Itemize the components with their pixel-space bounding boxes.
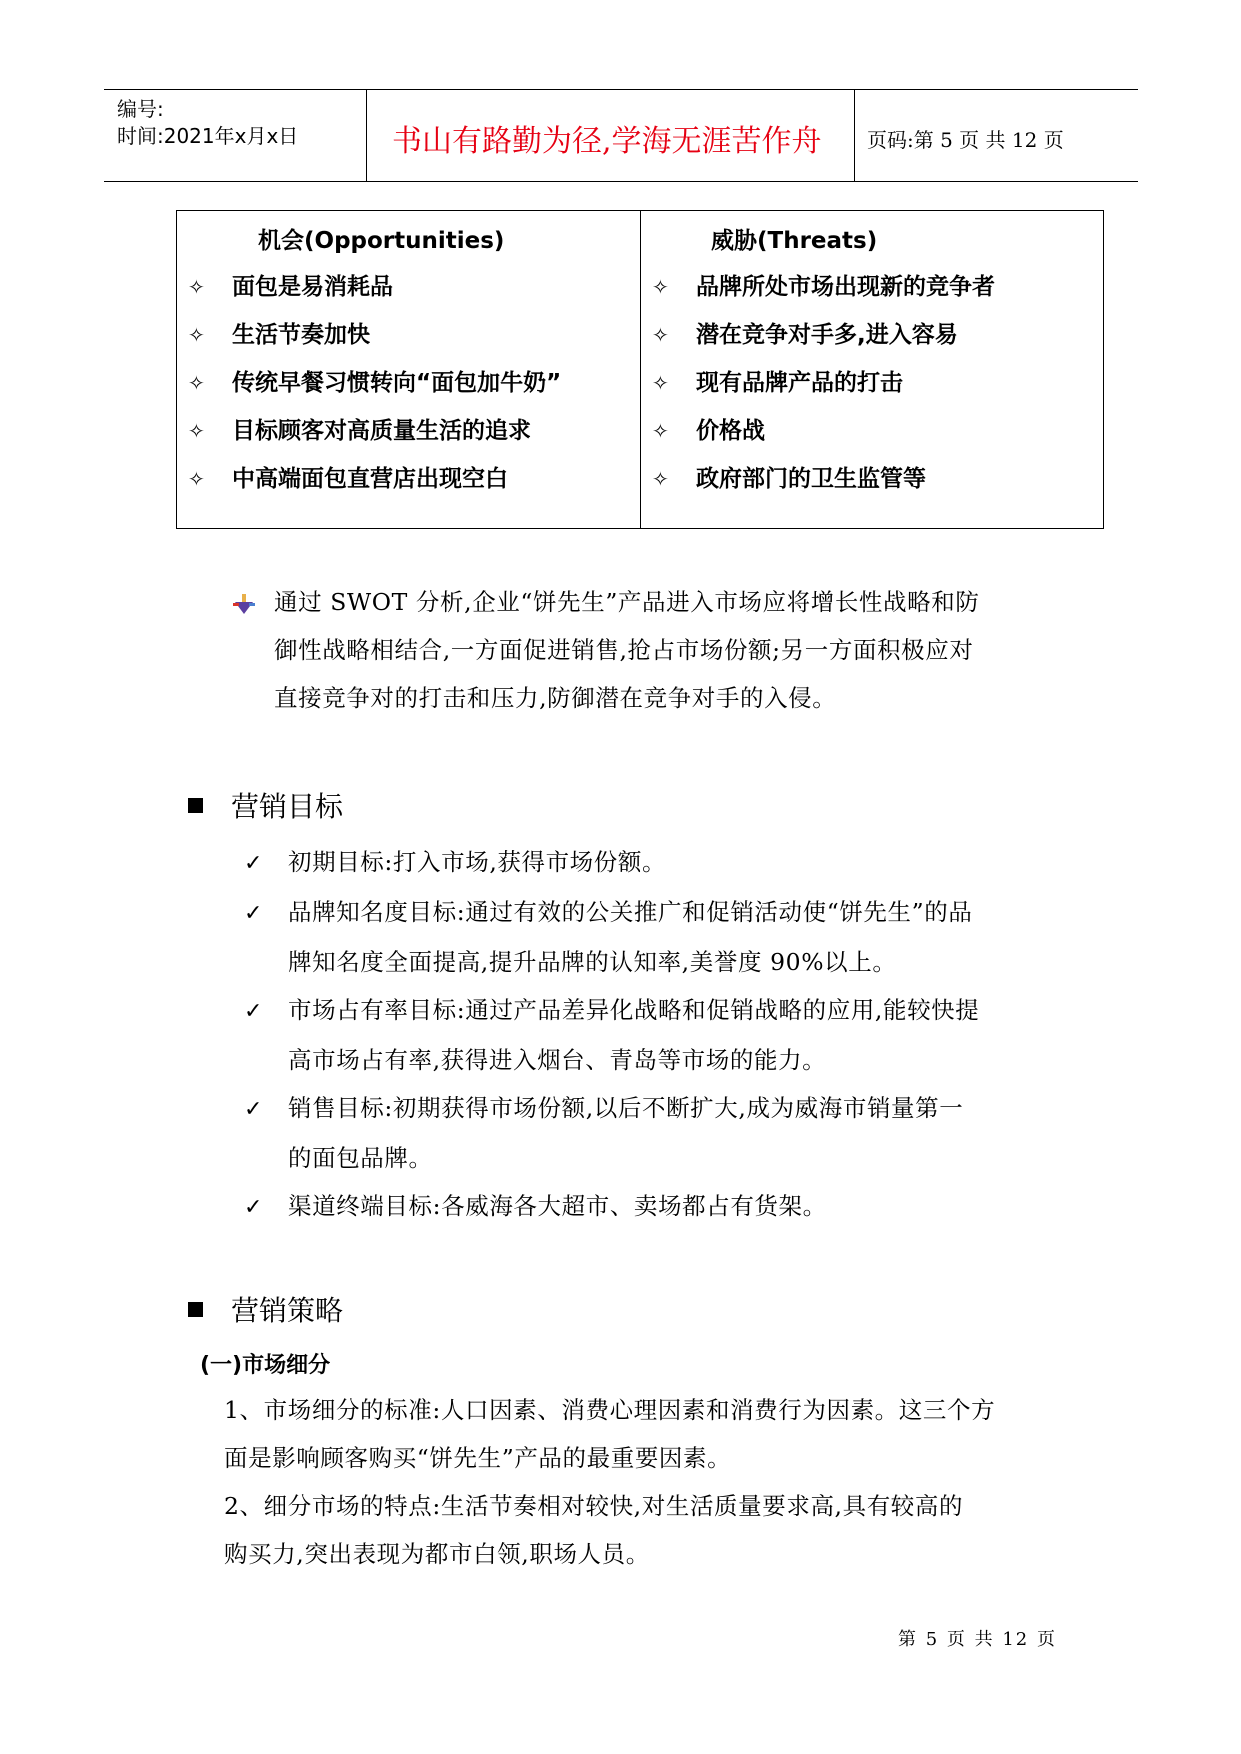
header-page-code: 页码:第 5 页 共 12 页 xyxy=(867,128,1064,152)
checkmark-icon: ✓ xyxy=(244,999,264,1024)
threats-list xyxy=(652,268,995,508)
diamond-outline-icon: ✧ xyxy=(652,419,669,443)
threats-heading: 威胁(Threats) xyxy=(711,228,878,254)
diamond-outline-icon: ✧ xyxy=(188,275,205,299)
diamond-outline-icon: ✧ xyxy=(188,371,205,395)
header-bottom-rule xyxy=(104,181,1138,182)
list-item: ✧ 生活节奏加快 xyxy=(188,322,370,348)
list-item: ✓ 销售目标:初期获得市场份额,以后不断扩大,成为威海市销量第一 的面包品牌。 xyxy=(244,1084,979,1182)
subsection-heading: (一)市场细分 xyxy=(200,1353,331,1378)
header-motto: 书山有路勤为径,学海无涯苦作舟 xyxy=(392,124,822,159)
checkmark-icon: ✓ xyxy=(244,1195,264,1220)
diamond-outline-icon: ✧ xyxy=(652,371,669,395)
checkmark-icon: ✓ xyxy=(244,901,264,926)
goals-list xyxy=(244,838,979,1232)
diamond-outline-icon: ✧ xyxy=(188,419,205,443)
list-item: ✧ 政府部门的卫生监管等 xyxy=(652,466,926,492)
list-item: ✧ 中高端面包直营店出现空白 xyxy=(188,466,508,492)
checkmark-icon: ✓ xyxy=(244,851,264,876)
list-item: ✓ 渠道终端目标:各威海各大超市、卖场都占有货架。 xyxy=(244,1182,979,1232)
list-item: ✧ 传统早餐习惯转向“面包加牛奶” xyxy=(188,370,562,396)
checkmark-icon: ✓ xyxy=(244,1097,264,1122)
strategy-paragraphs xyxy=(224,1386,995,1578)
diamond-outline-icon: ✧ xyxy=(188,467,205,491)
document-number-label: 编号: xyxy=(117,97,164,121)
list-item: ✧ 价格战 xyxy=(652,418,765,444)
list-item: ✧ 潜在竞争对手多,进入容易 xyxy=(652,322,958,348)
section-heading-goals: 营销目标 xyxy=(188,785,343,825)
list-item: ✓ 初期目标:打入市场,获得市场份额。 xyxy=(244,838,979,888)
diamond-outline-icon: ✧ xyxy=(652,323,669,347)
list-item: ✧ 品牌所处市场出现新的竞争者 xyxy=(652,274,995,300)
swot-analysis-paragraph: 通过 SWOT 分析,企业“饼先生”产品进入市场应将增长性战略和防 御性战略相结合,一方面促进销售,抢占市场份额;另一方面积极应对 直接竞争对的打击和压力,防御潜在竞争对手的入侵。 xyxy=(274,588,980,712)
arrow-bullet-icon xyxy=(233,594,255,616)
swot-column-divider xyxy=(640,210,641,529)
list-item: ✓ 品牌知名度目标:通过有效的公关推广和促销活动使“饼先生”的品 牌知名度全面提高,提升品牌的认知率,美誉度 90%以上。 xyxy=(244,888,979,986)
opportunities-heading: 机会(Opportunities) xyxy=(258,228,505,254)
diamond-outline-icon: ✧ xyxy=(652,275,669,299)
opportunities-list xyxy=(188,268,561,508)
paragraph: 2、细分市场的特点:生活节奏相对较快,对生活质量要求高,具有较高的 购买力,突出表现为都市白领,职场人员。 xyxy=(224,1492,964,1568)
list-item: ✧ 面包是易消耗品 xyxy=(188,274,393,300)
section-heading-strategy: 营销策略 xyxy=(188,1289,343,1329)
page-footer: 第 5 页 共 12 页 xyxy=(898,1629,1057,1650)
square-bullet-icon xyxy=(188,798,203,813)
square-bullet-icon xyxy=(188,1302,203,1317)
document-time-label: 时间:2021年x月x日 xyxy=(117,124,299,148)
list-item: ✧ 现有品牌产品的打击 xyxy=(652,370,903,396)
paragraph: 1、市场细分的标准:人口因素、消费心理因素和消费行为因素。这三个方 面是影响顾客购买“饼先生”产品的最重要因素。 xyxy=(224,1396,996,1472)
header-top-rule xyxy=(104,89,1138,90)
header-divider-right xyxy=(854,90,855,181)
list-item: ✧ 目标顾客对高质量生活的追求 xyxy=(188,418,531,444)
header-divider-left xyxy=(366,90,367,181)
diamond-outline-icon: ✧ xyxy=(188,323,205,347)
diamond-outline-icon: ✧ xyxy=(652,467,669,491)
list-item: ✓ 市场占有率目标:通过产品差异化战略和促销战略的应用,能较快提 高市场占有率,获得进入烟台、青岛等市场的能力。 xyxy=(244,986,979,1084)
